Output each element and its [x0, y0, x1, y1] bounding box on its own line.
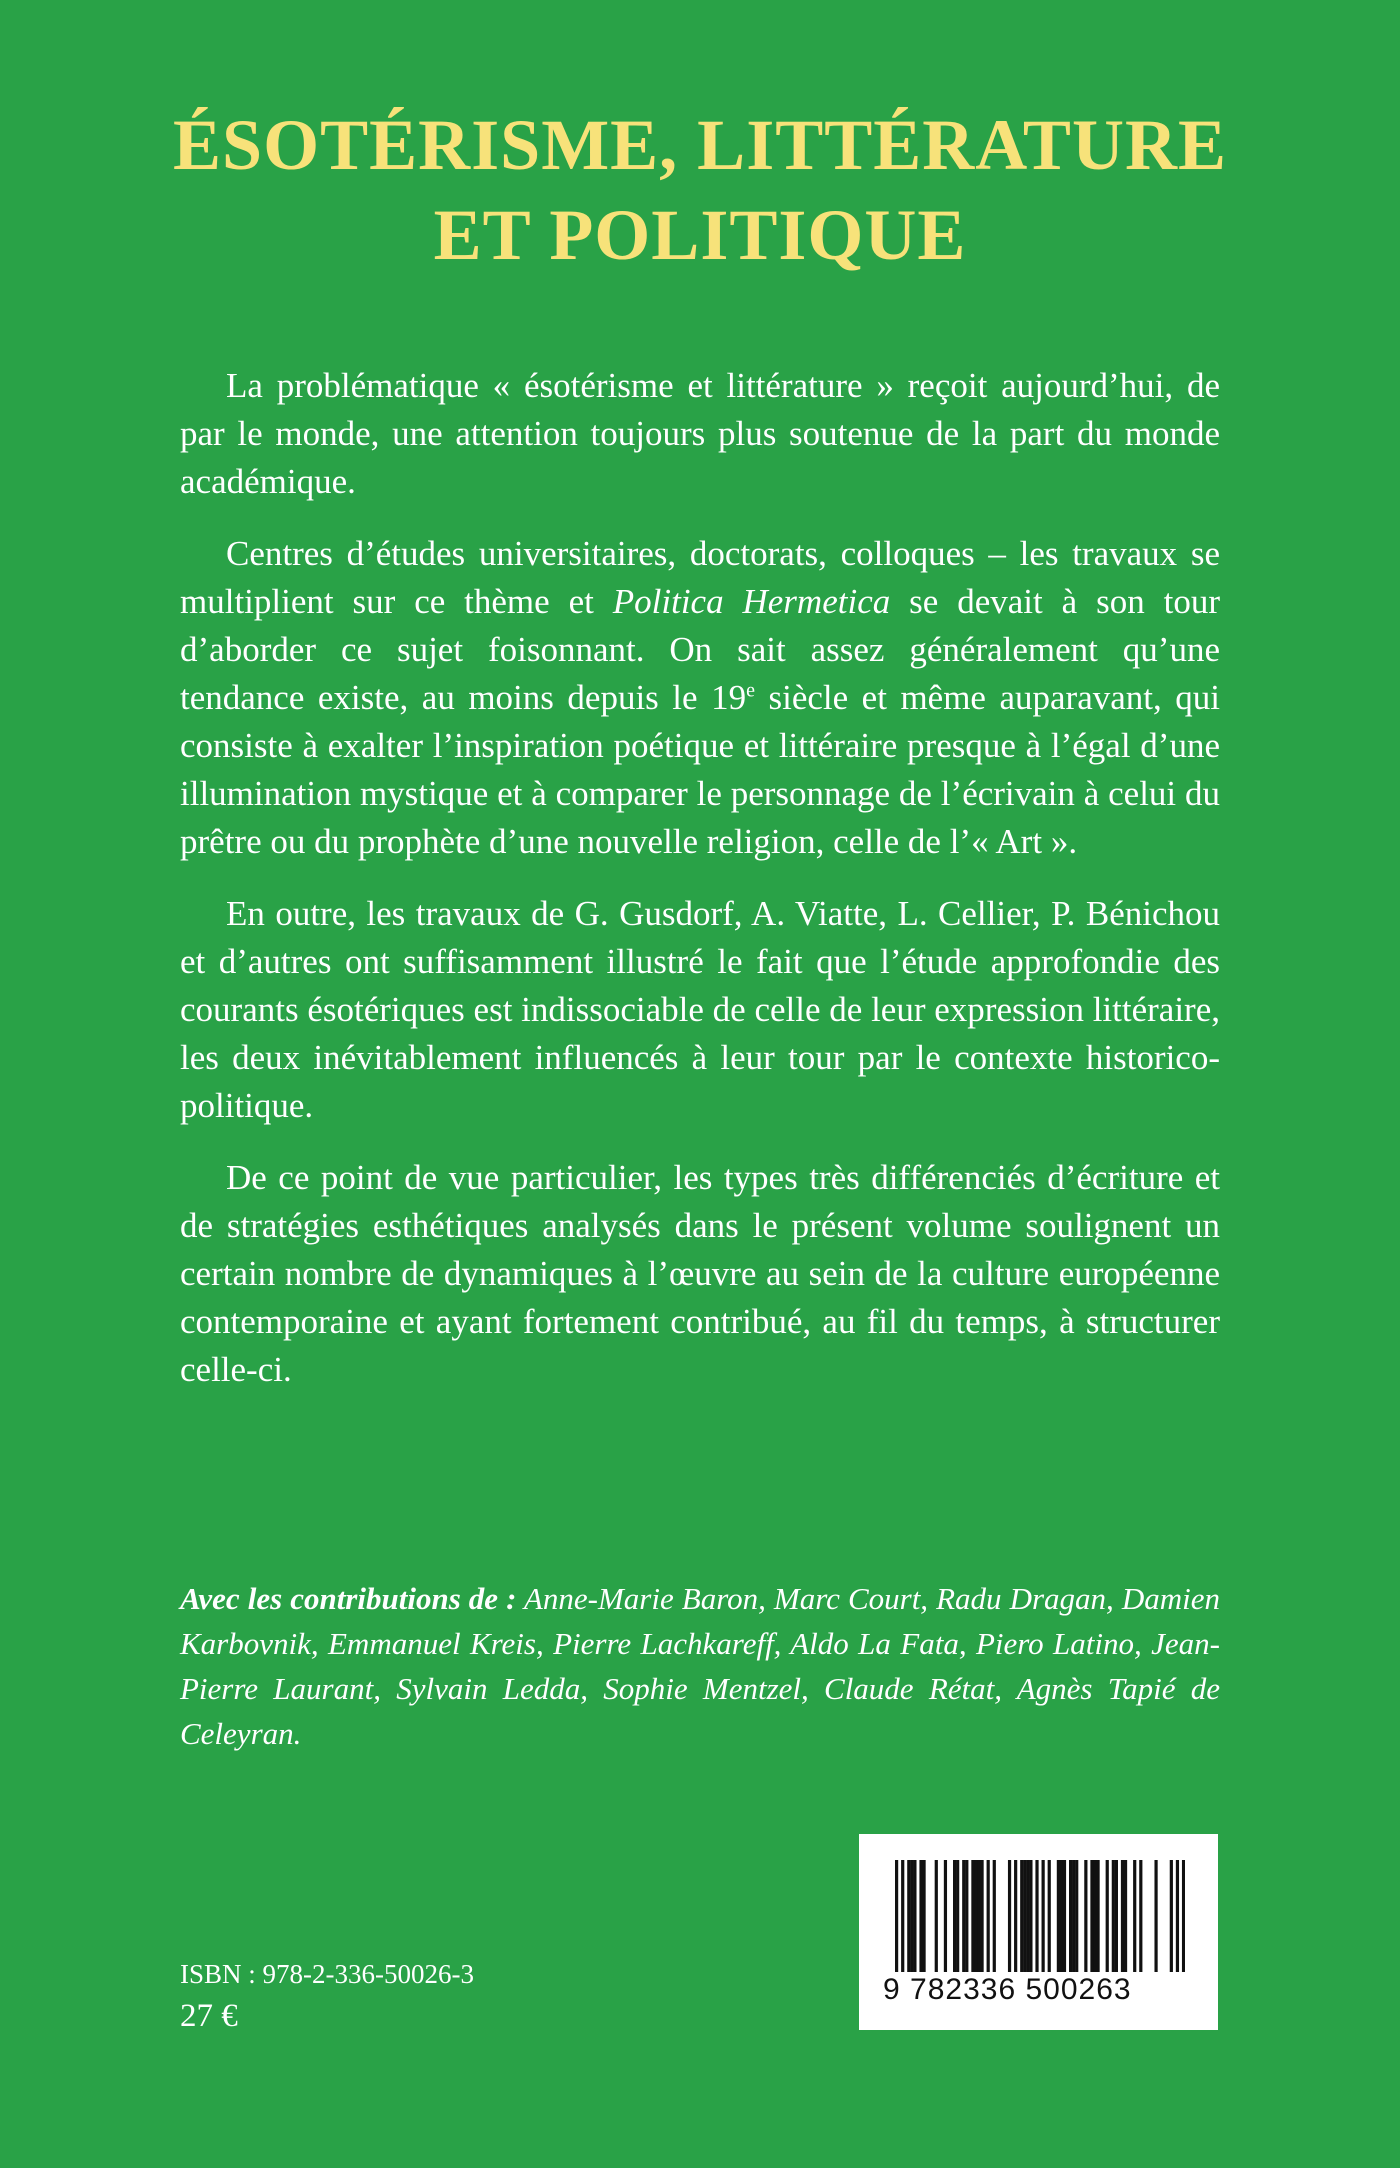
barcode-bar — [1069, 1860, 1072, 1972]
barcode-bar — [1124, 1860, 1127, 1972]
journal-name: Politica Hermetica — [612, 582, 891, 621]
barcode-bar — [1008, 1860, 1011, 1972]
barcode-bar — [935, 1860, 938, 1972]
century-superscript: e — [746, 679, 755, 702]
book-title-line-2: ET POLITIQUE — [433, 195, 967, 275]
barcode-bar — [1182, 1860, 1185, 1972]
barcode-bar — [953, 1860, 956, 1972]
barcode-bar — [913, 1860, 916, 1972]
contributors — [180, 1576, 1220, 1756]
barcode-bar — [987, 1860, 990, 1972]
blurb-paragraph-2-part-b: se devait à son tour d’aborder ce sujet foisonnant. On sait assez généralement qu’une tendance existe, au moins depuis le 19 — [180, 582, 1220, 717]
barcode-bar — [944, 1860, 947, 1972]
barcode-bar — [1020, 1860, 1023, 1972]
price: 27 € — [180, 1998, 238, 2034]
barcode-bar — [919, 1860, 922, 1972]
barcode-bar — [1048, 1860, 1051, 1972]
barcode-bar — [1121, 1860, 1124, 1972]
barcode-bar — [1063, 1860, 1066, 1972]
barcode-bar — [1075, 1860, 1078, 1972]
barcode-bar — [980, 1860, 983, 1972]
barcode-bar — [971, 1860, 974, 1972]
barcode-bar — [1023, 1860, 1026, 1972]
barcode-bar — [1176, 1860, 1179, 1972]
blurb-paragraph-2 — [180, 530, 1220, 866]
barcode-bar — [1057, 1860, 1060, 1972]
book-title — [0, 100, 1400, 280]
barcode-bar — [1139, 1860, 1142, 1972]
barcode-bar — [910, 1860, 913, 1972]
barcode-bar — [1029, 1860, 1032, 1972]
barcode-bar — [1060, 1860, 1063, 1972]
blurb-paragraph-1: La problématique « ésotérisme et littérature » reçoit aujourd’hui, de par le monde, une attention toujours plus soutenue de la part du monde académique. — [180, 366, 1220, 501]
barcode-bar — [895, 1860, 898, 1972]
contributors-label: Avec les contributions de : — [180, 1581, 517, 1616]
barcode-bar — [993, 1860, 996, 1972]
barcode-bar — [1093, 1860, 1096, 1972]
barcode-bar — [1170, 1860, 1173, 1972]
barcode-digits: 9 782336 500263 — [883, 1973, 1132, 2006]
barcode-bar — [1154, 1860, 1157, 1972]
barcode-bar — [922, 1860, 925, 1972]
barcode-bar — [1026, 1860, 1029, 1972]
isbn: ISBN : 978-2-336-50026-3 — [180, 1959, 474, 1989]
barcode-bar — [965, 1860, 968, 1972]
blurb-paragraph-4: De ce point de vue particulier, les types très différenciés d’écriture et de stratégies esthétiques analysés dans le présent volume soulignent un certain nombre de dynamiques à l’œuvre au sein de la culture européenne contemporaine et ayant fortement contribué, au fil du temps, à structurer celle-ci. — [180, 1158, 1220, 1389]
barcode-bars — [895, 1860, 1185, 1972]
barcode-bar — [974, 1860, 977, 1972]
blurb-paragraph-3: En outre, les travaux de G. Gusdorf, A. Viatte, L. Cellier, P. Bénichou et d’autres ont suffisamment illustré le fait que l’étude approfondie des courants ésotériques est indissociable de celle de leur expression littéraire, les deux inévitablement influencés à leur tour par le contexte historico-politique. — [180, 894, 1220, 1125]
contributors-names: Anne-Marie Baron, Marc Court, Radu Dragan, Damien Karbovnik, Emmanuel Kreis, Pierre Lachkareff, Aldo La Fata, Piero Latino, Jean-Pierre Laurant, Sylvain Ledda, Sophie Mentzel, Claude Rétat, Agnès Tapié de Celeyran. — [180, 1581, 1220, 1751]
barcode-bar — [1042, 1860, 1045, 1972]
blurb — [180, 362, 1220, 1418]
barcode-bar — [1133, 1860, 1136, 1972]
barcode-bar — [1084, 1860, 1087, 1972]
barcode-bar — [1014, 1860, 1017, 1972]
barcode-bar — [956, 1860, 959, 1972]
barcode-bar — [1096, 1860, 1099, 1972]
barcode-bar — [1115, 1860, 1118, 1972]
barcode-bar — [962, 1860, 965, 1972]
barcode-bar — [1035, 1860, 1038, 1972]
barcode-bar — [1072, 1860, 1075, 1972]
barcode-bar — [907, 1860, 910, 1972]
barcode-bar — [1106, 1860, 1109, 1972]
barcode-bar — [901, 1860, 904, 1972]
book-title-line-1: ÉSOTÉRISME, LITTÉRATURE — [173, 105, 1227, 185]
blurb-paragraph-2-part-a: Centres d’études universitaires, doctorats, colloques – les travaux se multiplient sur ce thème et — [180, 534, 1220, 621]
barcode-bar — [1112, 1860, 1115, 1972]
barcode-bar — [977, 1860, 980, 1972]
barcode-bar — [1090, 1860, 1093, 1972]
blurb-paragraph-2-part-c: siècle et même auparavant, qui consiste à exalter l’inspiration poétique et littéraire presque à l’égal d’une illumination mystique et à comparer le personnage de l’écrivain à celui du prêtre ou du prophète d’une nouvelle religion, celle de l’« Art ». — [180, 678, 1220, 861]
barcode — [859, 1834, 1218, 2030]
